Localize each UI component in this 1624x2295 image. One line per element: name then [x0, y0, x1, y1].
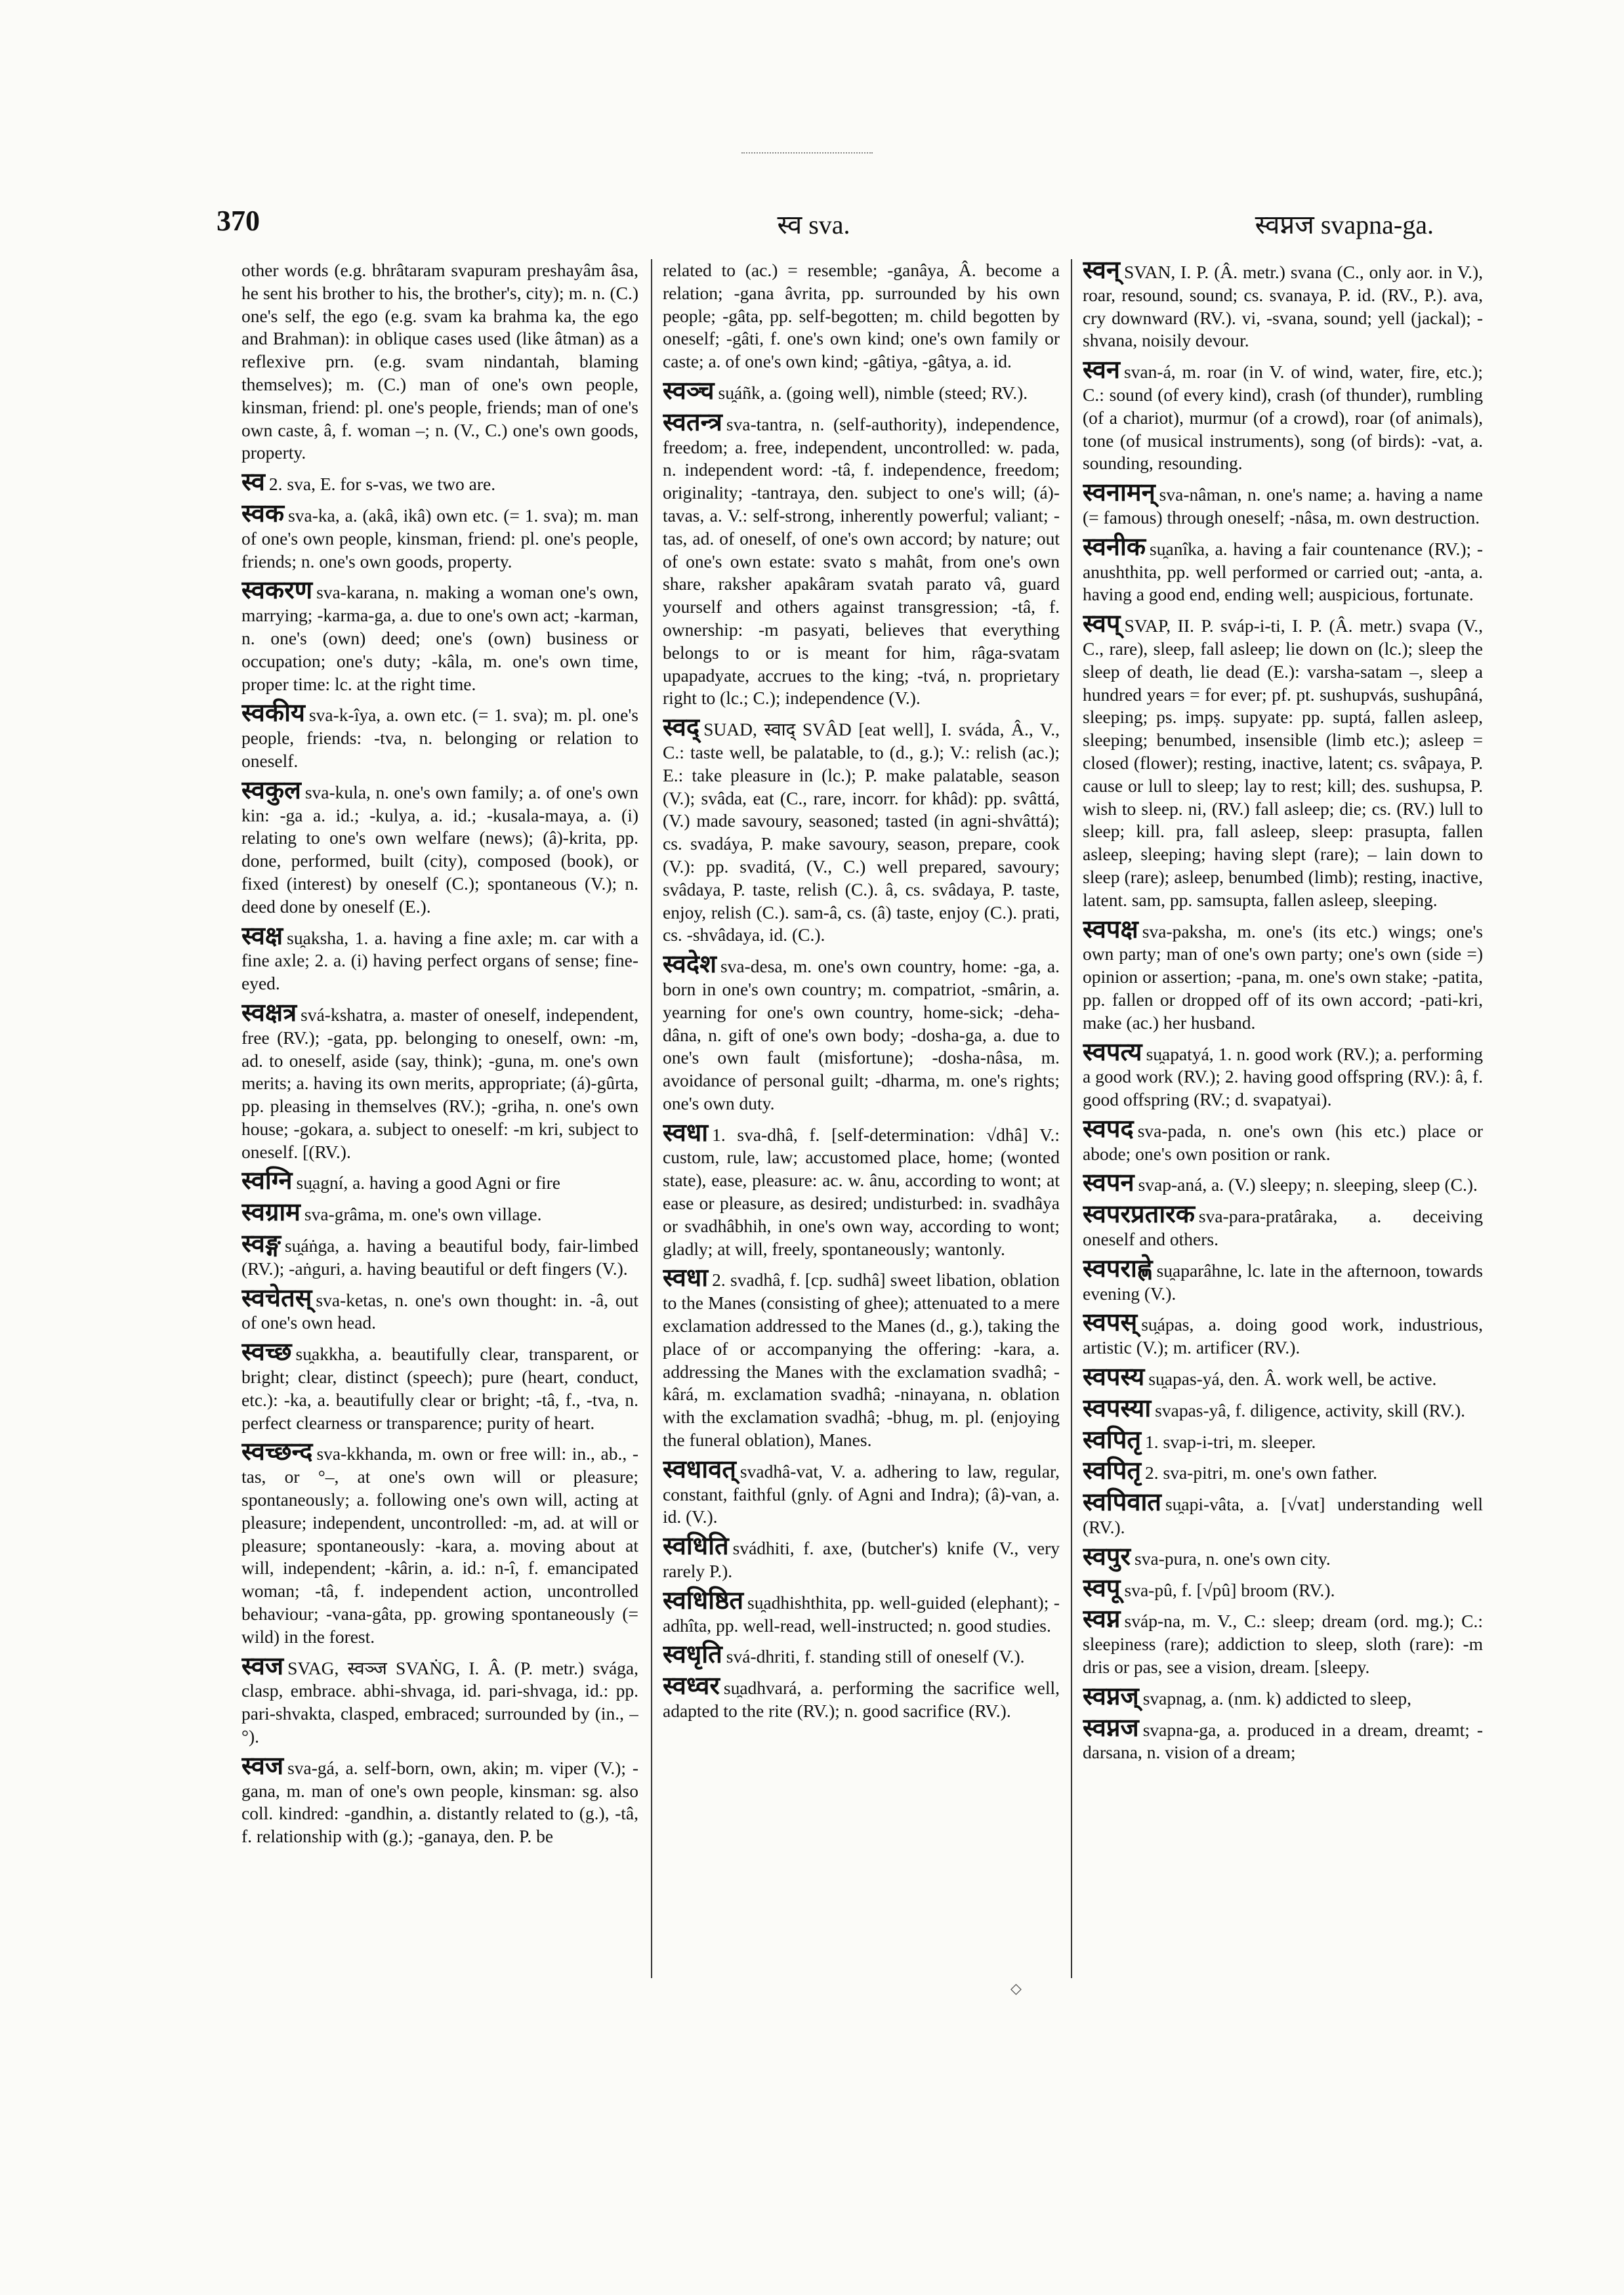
entry-text: su̯anîka, a. having a fair countenance (RV.); -anushthita, pp. well performed or carried out; -anta, a. having a good end, ending well; auspicious, fortunate. — [1083, 538, 1483, 605]
entry-text: su̯agní, a. having a good Agni or fire — [296, 1172, 561, 1193]
entry-headword: स्वज — [241, 1752, 284, 1780]
dictionary-entry — [663, 259, 1060, 373]
header-right-guideword: स्वप्नज svapna-ga. — [1255, 210, 1434, 239]
entry-headword: स्वधृति — [663, 1641, 722, 1669]
entry-headword: स्वकुल — [241, 776, 301, 804]
dictionary-entry — [1083, 1115, 1483, 1166]
dictionary-entry — [1083, 1714, 1483, 1765]
entry-headword: स्वप् — [1083, 610, 1121, 638]
entry-text: su̯api-vâta, a. [√vat] understanding well (RV.). — [1083, 1494, 1483, 1538]
entry-text: svá-kshatra, a. master of oneself, independent, free (RV.); -gata, pp. belonging to oneself, own: -m, ad. to oneself, aside (say, think); -guna, m. one's own merits; a. having its own merits, appropriate; (á)-gûrta, pp. pleasing in themselves (RV.); -griha, n. one's own house; -gokara, a. subject to oneself: -m kri, subject to oneself. [(RV.). — [241, 1004, 638, 1162]
dictionary-entry — [1083, 915, 1483, 1035]
column-rule — [651, 259, 652, 1978]
entry-text: svapnag, a. (nm. k) addicted to sleep, — [1142, 1687, 1412, 1708]
dictionary-entry — [663, 1641, 1060, 1669]
dictionary-entry — [1083, 1309, 1483, 1359]
dictionary-entry — [1083, 259, 1483, 352]
dictionary-entry — [241, 776, 638, 919]
entry-headword: स्वप्नज् — [1083, 1682, 1139, 1710]
column-3 — [1083, 259, 1483, 2234]
entry-text: 1. sva-dhâ, f. [self-determination: √dhâ] V.: custom, rule, law; accustomed place, home; (wonted state), ease, pleasure: ac. w. ânu, according to wont; at ease or pleasure, as desired; undisturbed: in. svadhâya or svadhâbhih, in one's own way, according to wont; gladly; at will, freely, spontaneously; wantonly. — [663, 1124, 1060, 1259]
dictionary-entry — [1083, 1491, 1483, 1539]
entry-text: other words (e.g. bhrâtaram svapuram preshayâm âsa, he sent his brother to his, the brother's, city); m. n. (C.) one's self, the ego (e.g. svam ka brahma ka, the ego and Brahman): in oblique cases used (like âtman) as a reflexive prn. (e.g. svam nindantah, blaming themselves); m. (C.) man of one's own people, kinsman, friend: pl. one's people, friends; man of one's own caste, â, f. woman –; n. (V., C.) one's own goods, property. — [241, 260, 638, 463]
page-header — [217, 200, 1434, 246]
entry-text: sva-k-îya, a. own etc. (= 1. sva); m. pl. one's people, friends: -tva, n. belonging or relation to oneself. — [241, 705, 638, 771]
entry-headword: स्वज — [241, 1652, 284, 1680]
entry-headword: स्वपुर — [1083, 1542, 1131, 1571]
dictionary-entry — [241, 579, 638, 695]
dictionary-entry — [1083, 1457, 1483, 1485]
entry-headword: स्वच्छ — [241, 1338, 292, 1367]
dictionary-entry — [241, 1438, 638, 1648]
dictionary-entry — [663, 1119, 1060, 1261]
entry-text: sva-tantra, n. (self-authority), independence, freedom; a. free, independent, uncontrolled: w. pada, n. independent word: -tâ, f. independence, freedom; originality; -tantraya, den. subject to one's will; (á)-tavas, a. V.: self-strong, inherently powerful; valiant; -tas, ad. of oneself, of one's own accord; by nature; out of one's own estate: svato s mahât, from one's own share, raksher apakâram svatah parato vâ, guard yourself and others against transgression; -tâ, f. ownership: -m pasyati, believes that everything belongs to or is meant for him, râga-svatam upapadyate, accrues to the king; -tvá, n. proprietary right to (lc.; C.); independence (V.). — [663, 413, 1060, 709]
dictionary-entry — [663, 953, 1060, 1115]
entry-text: 2. sva-pitri, m. one's own father. — [1145, 1462, 1377, 1483]
entry-text: SVAN, I. P. (Â. metr.) svana (C., only aor. in V.), roar, resound, sound; cs. svanaya, P. id. (RV., P.). ava, cry downward (RV.). vi, -svana, sound; yell (jackal); -shvana, noisily devour. — [1083, 262, 1483, 351]
entry-headword: स्वङ्ग — [241, 1230, 281, 1258]
dictionary-entry — [241, 1338, 638, 1434]
entry-headword: स्वधा — [663, 1264, 709, 1292]
entry-headword: स्वपत्य — [1083, 1038, 1142, 1066]
dictionary-entry — [241, 1230, 638, 1281]
entry-text: su̯aksha, 1. a. having a fine axle; m. car with a fine axle; 2. a. (i) having perfect organs of sense; fine-eyed. — [241, 927, 638, 994]
entry-headword: स्वकरण — [241, 577, 313, 605]
column-1 — [241, 259, 638, 2234]
entry-headword: स्वक्षत्र — [241, 999, 297, 1027]
dictionary-entry — [241, 1652, 638, 1748]
dictionary-entry — [663, 716, 1060, 947]
entry-headword: स्वपराह्णे — [1083, 1254, 1153, 1283]
top-ornament-rule — [741, 152, 873, 154]
entry-text: sva-paksha, m. one's (its etc.) wings; one's own party; man of one's own party; one's own (side =) opinion or assertion; -pana, m. one's own stake; -patita, pp. fallen or dropped off of its own accord; -pati-kri, make (ac.) her husband. — [1083, 920, 1483, 1033]
entry-headword: स्वद् — [663, 714, 700, 742]
page-ornament: ◇ — [1010, 1980, 1022, 1996]
entry-text: su̯adhvará, a. performing the sacrifice well, adapted to the rite (RV.); n. good sacrifice (RV.). — [663, 1678, 1060, 1722]
dictionary-entry — [1083, 1426, 1483, 1454]
entry-text: sva-ketas, n. one's own thought: in. -â, out of one's own head. — [241, 1289, 638, 1333]
entry-text: svádhiti, f. axe, (butcher's) knife (V., very rarely P.). — [663, 1538, 1060, 1582]
dictionary-entry — [1083, 1394, 1483, 1422]
entry-text: su̯apatyá, 1. n. good work (RV.); a. performing a good work (RV.); 2. having good offspring (RV.): â, f. good offspring (RV.; d. svapatyai). — [1083, 1043, 1483, 1110]
entry-headword: स्वप्नज — [1083, 1714, 1139, 1742]
entry-text: SVAP, II. P. sváp-i-ti, I. P. (Â. metr.) svapa (V., C., rare), sleep, fall asleep; lie down on (lc.); sleep the sleep of death, lie dead (E.): varsha-satam –, sleep a hundred years = for ever; pf. pt. sushupvás, sushupâná, sleeping; ps. impș. supyate: pp. suptá, fallen asleep, sleeping; benumbed, insensible (limb etc.); asleep = closed (flower); resting, inactive, latent; cs. svâpaya, P. cause or lull to sleep; lay to rest; kill; des. sushupsa, P. wish to sleep. ni, (RV.) fall asleep; die; cs. (RV.) lull to sleep; kill. pra, fall asleep, sleep: prasupta, fallen asleep, sleeping; having slept (rare); – lain down to sleep (rare); asleep, benumbed (limb); resting, inactive, latent. sam, pp. samsupta, fallen asleep, sleeping. — [1083, 615, 1483, 910]
entry-headword: स्वपक्ष — [1083, 915, 1138, 943]
column-2 — [663, 259, 1060, 2234]
entry-headword: स्वपितृ — [1083, 1426, 1141, 1454]
entry-headword: स्वन् — [1083, 259, 1121, 284]
page-number: 370 — [217, 205, 260, 237]
dictionary-entry — [1083, 356, 1483, 475]
dictionary-entry — [241, 1201, 638, 1226]
entry-text: su̯áṅga, a. having a beautiful body, fair-limbed (RV.); -aṅguri, a. having beautiful or deft fingers (V.). — [241, 1235, 638, 1279]
dictionary-entry — [241, 499, 638, 573]
entry-headword: स्वपस्या — [1083, 1394, 1152, 1422]
entry-headword: स्वपितृ — [1083, 1457, 1141, 1485]
entry-headword: स्वक्ष — [241, 922, 283, 950]
entry-headword: स्व — [241, 468, 265, 497]
entry-text: su̯adhishthita, pp. well-guided (elephant); -adhîta, pp. well-read, well-instructed; n. good studies. — [663, 1592, 1060, 1636]
dictionary-entry — [241, 699, 638, 772]
entry-text: sva-kula, n. one's own family; a. of one's own kin: -ga a. id.; -kulya, a. id.; -kusala-maya, a. (i) relating to one's own welfare (news); (â)-krita, pp. done, performed, built (city), composed (book), or fixed (interest) by oneself (C.); spontaneous (V.); n. deed done by oneself (E.). — [241, 781, 638, 917]
entry-text: su̯ápas, a. doing good work, industrious, artistic (V.); m. artificer (RV.). — [1083, 1314, 1483, 1358]
entry-text: sva-pura, n. one's own city. — [1135, 1548, 1331, 1569]
dictionary-entry — [1083, 1574, 1483, 1602]
entry-headword: स्वञ्च — [663, 377, 715, 405]
entry-text: sva-pû, f. [√pû] broom (RV.). — [1124, 1579, 1335, 1600]
entry-headword: स्वपन — [1083, 1169, 1135, 1197]
entry-headword: स्वदेश — [663, 951, 717, 979]
dictionary-entry — [241, 1284, 638, 1335]
dictionary-entry — [241, 999, 638, 1164]
dictionary-entry — [663, 1672, 1060, 1723]
entry-text: svapna-ga, a. produced in a dream, dreamt; -darsana, n. vision of a dream; — [1083, 1719, 1483, 1763]
header-center-guideword: स्व sva. — [777, 210, 850, 239]
entry-text: sva-nâman, n. one's name; a. having a name (= famous) through oneself; -nâsa, m. own destruction. — [1083, 484, 1483, 527]
dictionary-entry — [1083, 1038, 1483, 1111]
dictionary-entry — [1083, 1682, 1483, 1710]
entry-headword: स्वपस् — [1083, 1309, 1138, 1337]
dictionary-entry — [1083, 1203, 1483, 1251]
entry-headword: स्वपस्य — [1083, 1363, 1145, 1392]
entry-text: sva-ka, a. (akâ, ikâ) own etc. (= 1. sva); m. man of one's own people, kinsman, friend: pl. one's people, friends; n. one's own goods, property. — [241, 505, 638, 571]
entry-headword: स्वध्वर — [663, 1672, 720, 1701]
entry-text: sváp-na, m. V., C.: sleep; dream (ord. mg.); C.: sleepiness (rare); addiction to sleep, sloth (rare): -m dris or pas, see a vision, dream. [sleepy. — [1083, 1611, 1483, 1678]
entry-text: sva-desa, m. one's own country, home: -ga, a. born in one's own country; m. compatriot, -smârin, a. yearning for one's own country, home-sick; -deha-dâna, n. gift of one's own body; -dosha-ga, a. due to one's own fault (misfortune); -dosha-nâsa, m. avoidance of personal guilt; -dharma, m. one's rights; one's own duty. — [663, 956, 1060, 1113]
entry-text: svap-aná, a. (V.) sleepy; n. sleeping, sleep (C.). — [1138, 1174, 1478, 1195]
entry-text: su̯áñk, a. (going well), nimble (steed; RV.). — [718, 382, 1028, 403]
entry-headword: स्वचेतस् — [241, 1284, 312, 1312]
dictionary-entry — [1083, 1363, 1483, 1392]
entry-headword: स्वधा — [663, 1119, 709, 1147]
entry-headword: स्वधिति — [663, 1533, 729, 1561]
dictionary-entry — [1083, 533, 1483, 606]
entry-text: svapas-yâ, f. diligence, activity, skill (RV.). — [1155, 1399, 1466, 1420]
entry-text: su̯akkha, a. beautifully clear, transparent, or bright; clear, distinct (speech); pure (heart, conduct, etc.): -ka, a. beautifully clear or bright; -tâ, f., -tva, n. perfect clearness or transparence; purity of heart. — [241, 1344, 638, 1433]
entry-text: svan-á, m. roar (in V. of wind, water, fire, etc.); C.: sound (of every kind), crash (of thunder), rumbling (of a chariot), murmur (of a crowd), roar (of animals), tone (of musical instruments), song (of birds): -vat, a. sounding, resounding. — [1083, 362, 1483, 474]
entry-text: su̯aparâhne, lc. late in the afternoon, towards evening (V.). — [1083, 1260, 1483, 1304]
dictionary-entry — [241, 259, 638, 465]
entry-headword: स्वकीय — [241, 699, 305, 728]
dictionary-entry — [241, 922, 638, 995]
dictionary-entry — [663, 1264, 1060, 1451]
dictionary-entry — [1083, 1542, 1483, 1571]
entry-text: svadhâ-vat, V. a. adhering to law, regular, constant, faithful (gnly. of Agni and Indra); (â)-van, a. id. (V.). — [663, 1460, 1060, 1527]
dictionary-entry — [1083, 610, 1483, 911]
entry-headword: स्वच्छन्द — [241, 1438, 313, 1466]
entry-text: SVAG, स्वञ्ज SVAṄG, I. Â. (P. metr.) svága, clasp, embrace. abhi-shvaga, id. pari-shvaga, id.: pp. pari-shvakta, clasped, embraced; surrounded by (in., –°). — [241, 1657, 638, 1747]
dictionary-entry — [241, 468, 638, 497]
dictionary-entry — [1083, 1169, 1483, 1197]
entry-headword: स्वपद — [1083, 1115, 1134, 1143]
entry-headword: स्वक — [241, 499, 285, 527]
entry-headword: स्वधावत् — [663, 1455, 736, 1483]
entry-headword: स्वग्नि — [241, 1167, 293, 1195]
entry-headword: स्वपिवात — [1083, 1489, 1161, 1517]
dictionary-entry — [663, 408, 1060, 710]
entry-text: sva-karana, n. making a woman one's own, marrying; -karma-ga, a. due to one's own act; -karman, n. one's (own) deed; one's (own) business or occupation; one's duty; -kâla, m. one's own time, proper time: lc. at the right time. — [241, 582, 638, 694]
dictionary-entry — [241, 1752, 638, 1848]
entry-headword: स्वप्न — [1083, 1605, 1121, 1634]
entry-headword: स्वपू — [1083, 1574, 1121, 1602]
dictionary-entry — [1083, 1605, 1483, 1678]
entry-text: 2. sva, E. for s-vas, we two are. — [268, 474, 496, 495]
entry-text: sva-kkhanda, m. own or free will: in., ab., -tas, or °–, at one's own will or pleasure; spontaneously; a. following one's own will, acting at pleasure; independent, uncontrolled: -m, ad. at will or pleasure; spontaneously: -kara, a. moving about at will, independent; -kârin, a. id.: n-î, f. emancipated woman; -tâ, f. independent action, uncontrolled behaviour; -vana-gâta, pp. growing spontaneously (= wild) in the forest. — [241, 1443, 638, 1647]
entry-text: 1. svap-i-tri, m. sleeper. — [1145, 1431, 1316, 1452]
entry-text: svá-dhriti, f. standing still of oneself (V.). — [726, 1646, 1025, 1667]
entry-headword: स्वनामन् — [1083, 479, 1156, 507]
entry-text: sva-grâma, m. one's own village. — [304, 1204, 542, 1225]
dictionary-entry — [1083, 1254, 1483, 1306]
dictionary-entry — [663, 1455, 1060, 1529]
entry-headword: स्वग्राम — [241, 1199, 301, 1227]
entry-text: SUAD, स्वाद् SVÂD [eat well], I. sváda, Â., V., C.: taste well, be palatable, to (d., g.); V.: relish (ac.); E.: take pleasure in (lc.); P. make palatable, season (V.); svâda, eat (C., rare, incorr. for khâd): pp. svâttá, (V.) made savoury, seasoned; tasted (in agni-shvâttá); cs. svadáya, P. make savoury, season, prepare, cook (V.): pp. svaditá, (V., C.) well prepared, savoury; svâdaya, P. taste, relish (C.). â, cs. svâdaya, P. taste, enjoy, relish (C.). sam-â, cs. (â) taste, enjoy (C.). prati, cs. -shvâdaya, id. (C.). — [663, 719, 1060, 945]
column-rule — [1071, 259, 1072, 1978]
entry-headword: स्वधिष्ठित — [663, 1586, 744, 1615]
entry-text: sva-pada, n. one's own (his etc.) place or abode; one's own position or rank. — [1083, 1120, 1483, 1164]
dictionary-entry — [663, 1535, 1060, 1583]
entry-headword: स्वपरप्रतारक — [1083, 1201, 1195, 1229]
entry-text: related to (ac.) = resemble; -ganâya, Â. become a relation; -gana âvrita, pp. surrounded by his own people; -gâta, pp. self-begotten; m. child begotten by oneself; -gâti, f. one's own kind; one's own family or caste; a. of one's own kind; -gâtiya, -gâtya, a. id. — [663, 260, 1060, 372]
entry-text: su̯apas-yá, den. Â. work well, be active. — [1148, 1369, 1437, 1390]
dictionary-entry — [241, 1167, 638, 1195]
entry-text: 2. svadhâ, f. [cp. sudhâ] sweet libation, oblation to the Manes (consisting of ghee); attenuated to a mere exclamation addressed to the Manes (d., g.), taking the place of or accompanying the offering: -kara, a. addressing the Manes with the exclamation svadhâ; -kârá, m. exclamation svadhâ; -ninayana, n. oblation with the exclamation svadhâ; -bhug, m. pl. (enjoying the funeral oblation), Manes. — [663, 1270, 1060, 1451]
entry-headword: स्वनीक — [1083, 533, 1146, 561]
dictionary-entry — [663, 377, 1060, 405]
dictionary-entry — [1083, 479, 1483, 529]
entry-headword: स्वतन्त्र — [663, 408, 722, 436]
entry-headword: स्वन — [1083, 356, 1121, 384]
entry-text: sva-gá, a. self-born, own, akin; m. viper (V.); -gana, m. man of one's own people, kinsman: sg. also coll. kindred: -gandhin, a. distantly related to (g.), -tâ, f. relationship with (g.); -ganaya, den. P. be — [241, 1757, 638, 1847]
dictionary-entry — [663, 1586, 1060, 1638]
entry-text: sva-para-pratâraka, a. deceiving oneself and others. — [1083, 1206, 1483, 1250]
